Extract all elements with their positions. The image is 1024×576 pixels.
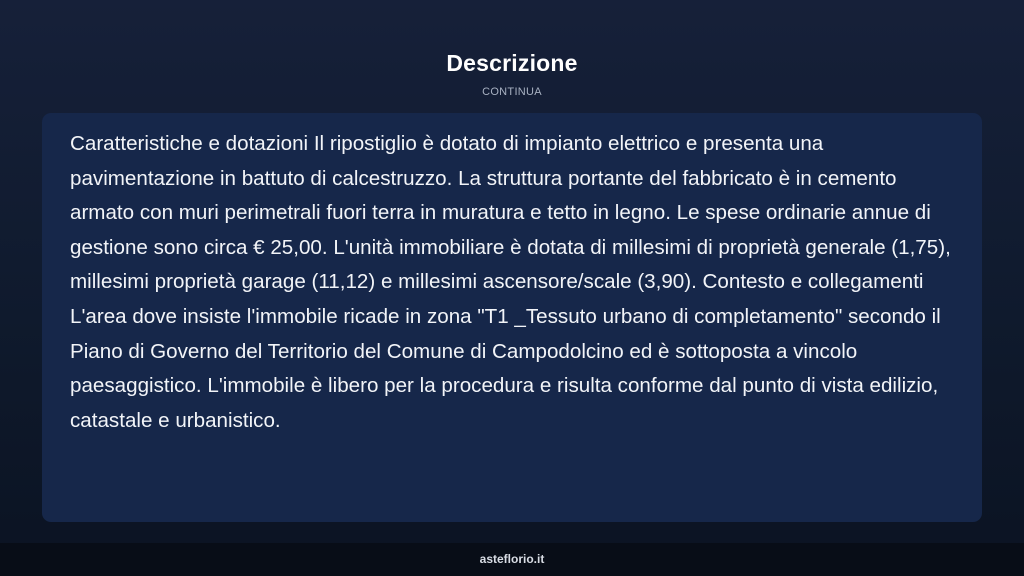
description-card: [42, 113, 982, 522]
description-text: Caratteristiche e dotazioni Il ripostiglio è dotato di impianto elettrico e presenta una pavimentazione in battuto di calcestruzzo. La struttura portante del fabbricato è in cemento armato con muri perimetrali fuori terra in muratura e tetto in legno. Le spese ordinarie annue di gestione sono circa € 25,00. L'unità immobiliare è dotata di millesimi di proprietà generale (1,75), millesimi proprietà garage (11,12) e millesimi ascensore/scale (3,90). Contesto e collegamenti L'area dove insiste l'immobile ricade in zona "T1 _Tessuto urbano di completamento" secondo il Piano di Governo del Territorio del Comune di Campodolcino ed è sottoposta a vincolo paesaggistico. L'immobile è libero per la procedura e risulta conforme dal punto di vista edilizio, catastale e urbanistico.: [70, 132, 951, 432]
page-header: [0, 48, 1024, 98]
footer-bar: [0, 543, 1024, 576]
continue-link[interactable]: CONTINUA: [482, 86, 542, 98]
page-title: Descrizione: [446, 50, 578, 76]
site-link[interactable]: asteflorio.it: [479, 552, 545, 566]
